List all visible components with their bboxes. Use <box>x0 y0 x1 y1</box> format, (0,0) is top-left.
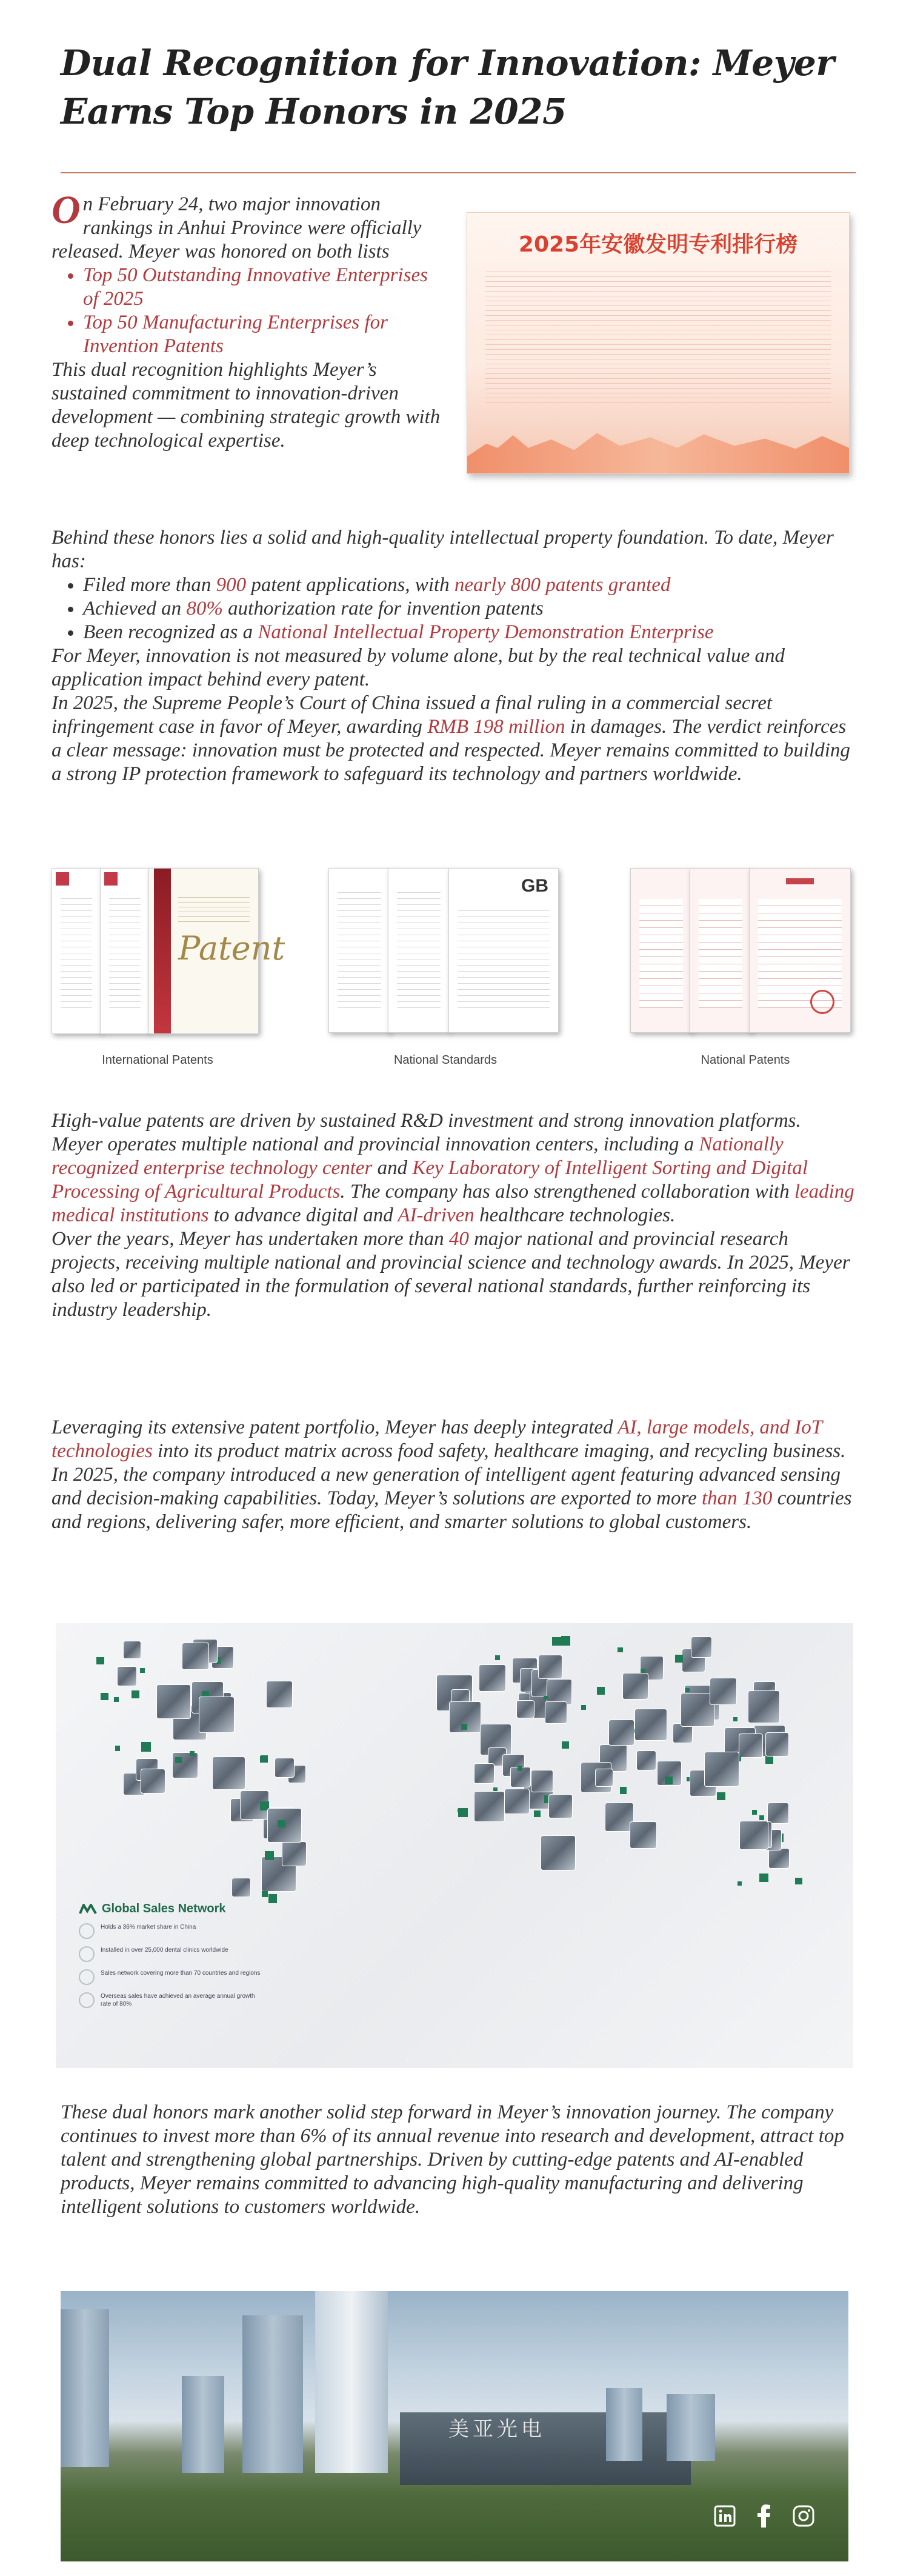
photo-tile <box>748 1690 781 1723</box>
photo-tile <box>768 1848 789 1869</box>
map-dot <box>262 1891 268 1897</box>
map-dot <box>544 1696 548 1700</box>
photo-tile <box>474 1763 495 1784</box>
map-dot <box>132 1690 139 1698</box>
drop-cap: O <box>52 188 81 232</box>
map-dot <box>561 1636 571 1646</box>
photo-tile <box>504 1789 530 1814</box>
map-dot <box>562 1741 569 1749</box>
photo-tile <box>595 1769 614 1787</box>
photo-tile <box>123 1641 142 1660</box>
photo-tile <box>634 1709 667 1741</box>
rd-projects-paragraph: Over the years, Meyer has undertaken more than 40 major national and provincial research projects, receiving multiple national and provincial science and technology awards. In 2025, Meyer also led or participated in the formulation of several national standards, further reinforcing its industry leadership. <box>52 1228 850 1321</box>
ranking-poster-image <box>467 212 850 474</box>
social-links <box>714 2504 814 2528</box>
intro-closing: This dual recognition highlights Meyer’s sustained commitment to innovation-driven development — combining strategic growth with deep technological expertise. <box>52 359 441 452</box>
photo-tile <box>275 1758 295 1778</box>
map-dot <box>597 1687 605 1695</box>
map-dot <box>685 1688 690 1692</box>
photo-tile <box>117 1666 137 1686</box>
photo-tile <box>282 1841 307 1866</box>
map-dot <box>190 1751 194 1755</box>
photo-tile <box>231 1878 251 1897</box>
map-dot <box>268 1894 277 1903</box>
rd-section <box>52 1109 857 1322</box>
map-dot <box>618 1647 622 1652</box>
national-patent-card-1 <box>630 868 692 1033</box>
national-standard-card-2 <box>388 868 450 1033</box>
map-dot <box>752 1810 757 1815</box>
ip-value-paragraph: For Meyer, innovation is not measured by volume alone, but by the real technical value and application impact behind every patent. <box>52 645 785 690</box>
photo-tile <box>199 1697 235 1733</box>
ip-section <box>52 526 857 786</box>
photo-tile <box>636 1750 656 1770</box>
photo-tile <box>739 1821 768 1850</box>
ai-export-paragraph: In 2025, the company introduced a new generation of intelligent agent featuring advanced sensing and decision-making capabilities. Today, Meyer’s solutions are exported to more than 130 countries and regions, delivering safer, more efficient, and smarter solutions to global customers. <box>52 1464 852 1533</box>
photo-tile <box>156 1684 191 1720</box>
photo-tile <box>622 1673 649 1700</box>
photo-tile <box>474 1791 505 1822</box>
photo-tile <box>479 1664 506 1692</box>
national-standard-card-1 <box>328 868 390 1033</box>
ip-court-paragraph: In 2025, the Supreme People’s Court of China issued a final ruling in a commercial secret infringement case in favor of Meyer, awarding RMB 198 million in damages. The verdict reinforces a clear message: innovation must be protected and respected. Meyer remains committed to building a strong IP protection framework to safeguard its technology and partners worldwide. <box>52 692 850 785</box>
poster-skyline <box>467 431 849 473</box>
title-divider <box>61 172 856 173</box>
map-dot <box>461 1724 467 1730</box>
photo-tile <box>545 1701 567 1724</box>
map-dot <box>620 1787 627 1794</box>
photo-tile <box>739 1733 763 1758</box>
cert-label-national-patents: National Patents <box>701 1053 790 1067</box>
map-dot <box>96 1657 104 1665</box>
map-dot <box>675 1655 683 1663</box>
map-dot <box>458 1808 468 1818</box>
map-dot <box>738 1881 742 1886</box>
map-dot <box>717 1792 725 1801</box>
legend-item: Installed in over 25,000 dental clinics worldwide <box>79 1946 261 1962</box>
legend-title: Global Sales Network <box>102 1902 226 1915</box>
photo-tile <box>172 1752 198 1778</box>
photo-tile <box>630 1821 657 1849</box>
map-dot <box>115 1746 121 1751</box>
map-dot <box>278 1820 285 1828</box>
honor-item-1: • Top 50 Outstanding Innovative Enterprises of 2025 <box>83 264 445 311</box>
legend-item: Sales network covering more than 70 countries and regions <box>79 1969 261 1985</box>
photo-tile <box>516 1700 534 1718</box>
intro-section <box>52 188 445 453</box>
map-dot <box>114 1697 119 1702</box>
ip-item-applications: • Filed more than 900 patent applications, with nearly 800 patents granted <box>83 573 857 597</box>
photo-tile <box>212 1757 245 1790</box>
photo-tile <box>538 1655 562 1679</box>
meyer-logo-icon <box>79 1904 97 1915</box>
photo-tile <box>182 1643 209 1670</box>
photo-tile <box>531 1770 553 1792</box>
map-dot <box>795 1878 802 1885</box>
international-patent-card-1 <box>52 868 101 1034</box>
photo-tile <box>704 1752 739 1787</box>
legend-item: Overseas sales have achieved an average annual growth rate of 80% <box>79 1992 261 2008</box>
ip-item-demonstration: • Been recognized as a National Intellectual Property Demonstration Enterprise <box>83 621 857 644</box>
poster-title: 2025年安徽发明专利排行榜 <box>518 232 798 257</box>
map-dot <box>495 1655 500 1660</box>
international-patent-card-2 <box>100 868 150 1034</box>
map-dot <box>265 1851 274 1860</box>
cert-label-international: International Patents <box>102 1053 213 1067</box>
map-legend <box>79 1902 261 2008</box>
page-title: Dual Recognition for Innovation: Meyer Earns Top Honors in 2025 <box>61 42 834 132</box>
gb-mark: GB <box>521 876 548 896</box>
campus-sign: 美亚光电 <box>448 2417 545 2441</box>
international-patent-card-3 <box>148 868 285 1034</box>
honor-item-2: • Top 50 Manufacturing Enterprises for Invention Patents <box>83 311 445 358</box>
ip-list <box>52 573 857 644</box>
global-sales-map-image <box>56 1623 853 2068</box>
photo-tile <box>141 1769 165 1794</box>
rd-centers-paragraph: Meyer operates multiple national and provincial innovation centers, including a Nationally recognized enterprise technology center and Key Laboratory of Intelligent Sorting and Digital Processing of Agricultural Products. The company has also strengthened collaboration with leading medical institutions to advance digital and AI-driven healthcare technologies. <box>52 1133 854 1226</box>
national-patent-card-3 <box>749 868 851 1033</box>
photo-tile <box>266 1681 293 1708</box>
cert-label-standards: National Standards <box>393 1053 498 1067</box>
map-dot <box>260 1756 267 1763</box>
map-dot <box>140 1668 144 1672</box>
legend-item: Holds a 36% market share in China <box>79 1923 261 1939</box>
closing-paragraph: These dual honors mark another solid step forward in Meyer’s innovation journey. The company continues to invest more than 6% of its annual revenue into research and development, attract top talent and strengthening global partnerships. Driven by cutting-edge patents and AI-enabled products, Meyer remains committed to advancing high-quality manufacturing and delivering intelligent solutions to customers worldwide. <box>61 2101 844 2218</box>
map-dot <box>765 1756 773 1764</box>
map-dot <box>101 1693 108 1700</box>
map-dot <box>552 1637 561 1646</box>
photo-tile <box>547 1679 572 1704</box>
national-standard-card-3 <box>448 868 559 1033</box>
patent-script-text: Patent <box>178 929 285 967</box>
national-patent-card-2 <box>690 868 751 1033</box>
photo-tile <box>710 1678 737 1705</box>
poster-text-lines <box>485 267 831 407</box>
map-dot <box>518 1766 522 1770</box>
photo-tile <box>691 1637 712 1658</box>
photo-tile <box>608 1720 634 1746</box>
map-dot <box>759 1815 764 1820</box>
photo-tile <box>541 1835 576 1870</box>
ai-integration-paragraph: Leveraging its extensive patent portfolio, Meyer has deeply integrated AI, large models, and IoT technologies into its product matrix across food safety, healthcare imaging, and recycling business. <box>52 1416 846 1462</box>
photo-tile <box>548 1794 573 1818</box>
ip-item-rate: • Achieved an 80% authorization rate for invention patents <box>83 597 857 621</box>
map-dot <box>733 1717 738 1721</box>
honors-list <box>52 264 445 358</box>
map-dot <box>759 1874 768 1882</box>
ai-section <box>52 1416 857 1534</box>
map-dot <box>534 1810 541 1817</box>
instagram-icon[interactable] <box>793 2505 814 2527</box>
linkedin-icon[interactable] <box>714 2505 736 2527</box>
map-dot <box>175 1757 182 1764</box>
intro-lead: n February 24, two major innovation rankings in Anhui Province were officially released. Meyer was honored on both lists <box>52 193 422 262</box>
map-dot <box>581 1705 586 1710</box>
facebook-icon[interactable] <box>758 2504 771 2528</box>
photo-tile <box>767 1803 788 1824</box>
campus-photo <box>61 2291 848 2561</box>
ip-intro: Behind these honors lies a solid and high-quality intellectual property foundation. To date, Meyer has: <box>52 527 834 572</box>
rd-intro: High-value patents are driven by sustained R&D investment and strong innovation platforms. <box>52 1110 801 1132</box>
map-dot <box>141 1742 151 1752</box>
photo-tile <box>765 1732 789 1756</box>
map-dot <box>665 1777 673 1784</box>
